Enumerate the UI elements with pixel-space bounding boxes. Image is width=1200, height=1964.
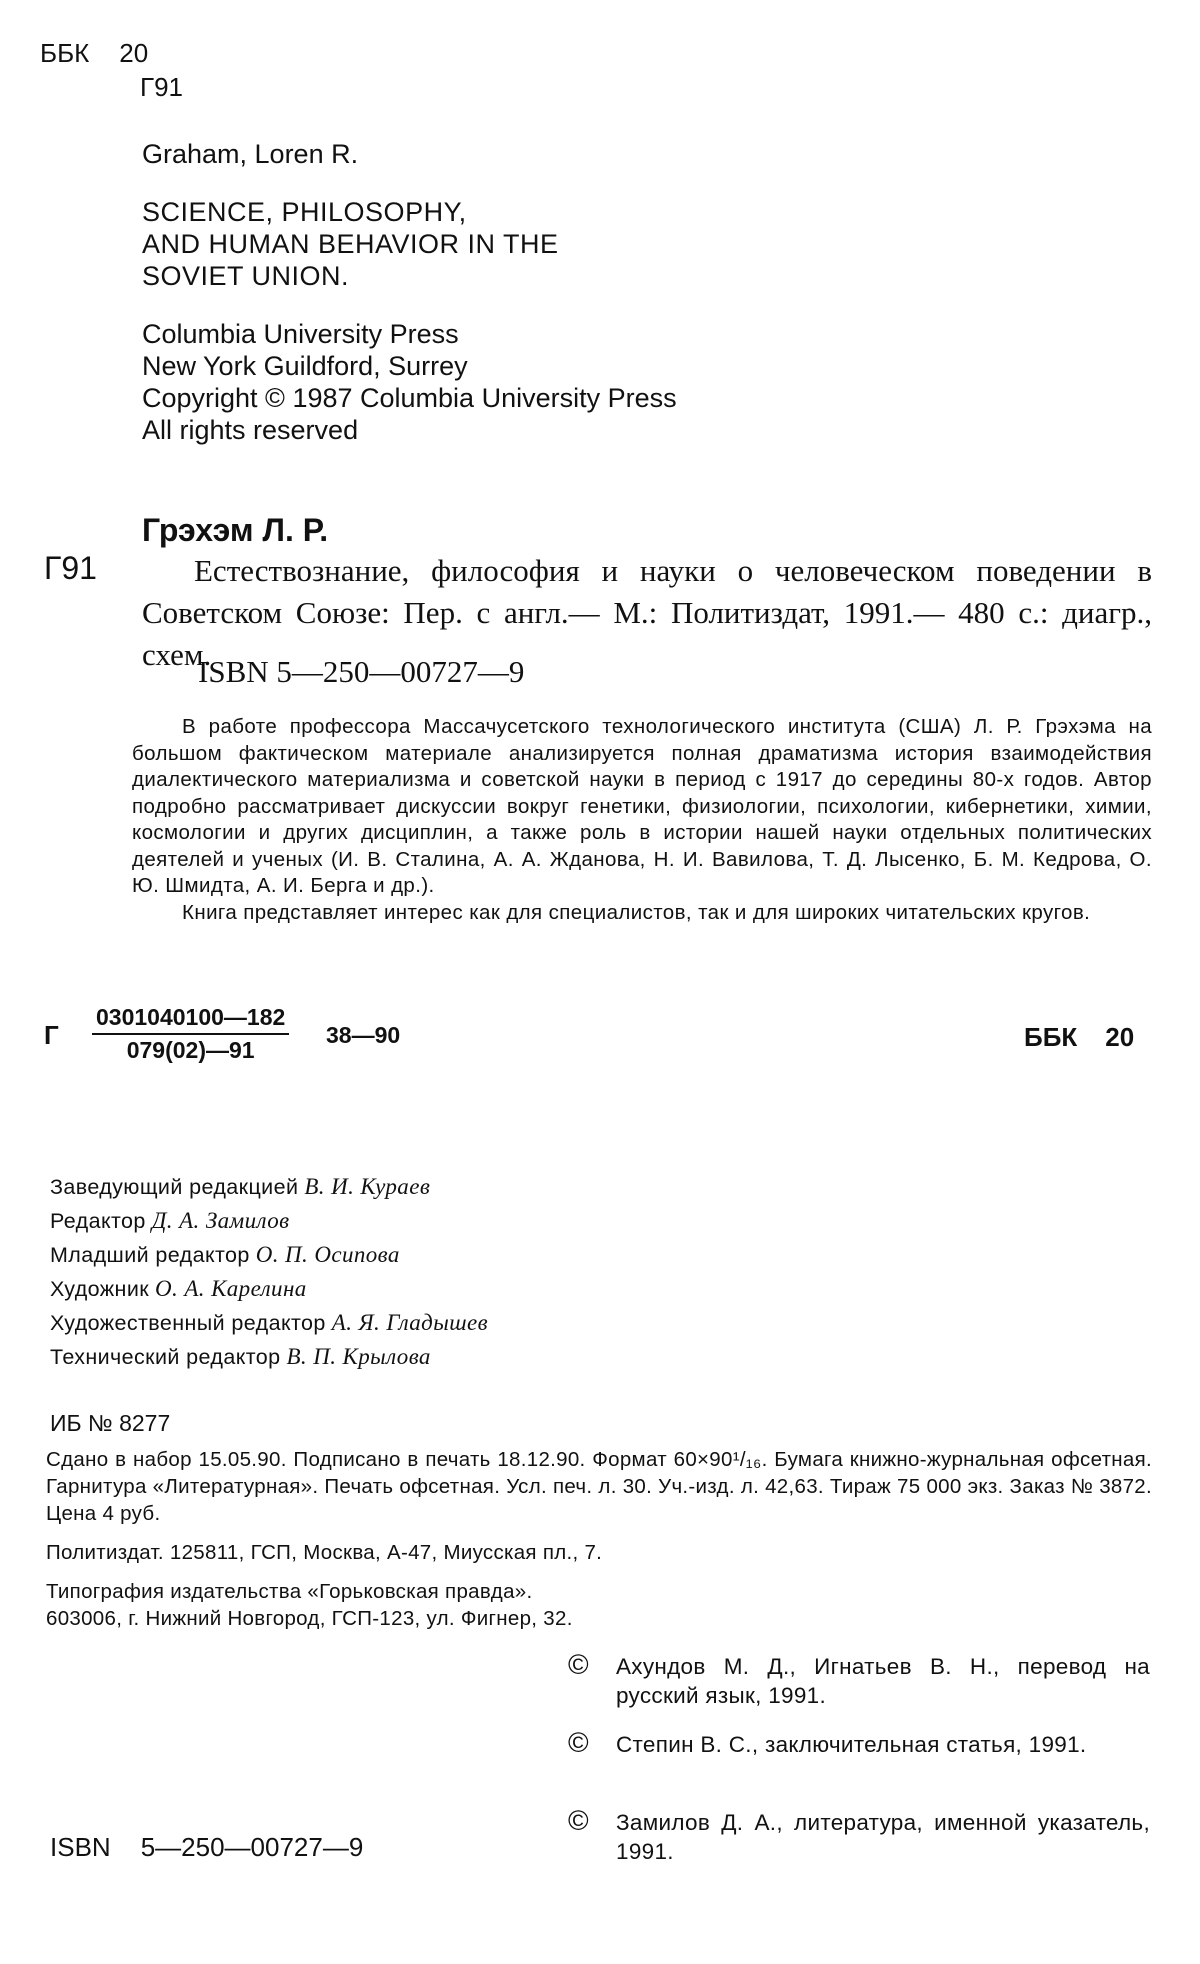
isbn-label: ISBN [50, 1832, 111, 1862]
copyright-text: Ахундов М. Д., Игнатьев В. Н., перевод на русский язык, 1991. [616, 1654, 1150, 1708]
copyright-icon: © [568, 1649, 589, 1680]
typography-address: 603006, г. Нижний Новгород, ГСП-123, ул. Фигнер, 32. [46, 1607, 573, 1630]
staff-name: В. И. Кураев [304, 1174, 431, 1199]
copyright-icon: © [568, 1805, 589, 1836]
abstract-paragraph: В работе профессора Массачусетского технологического института (США) Л. Р. Грэхэма на большом фактическом материале анализируется полная драматизма история взаимодействия диалектического материализма и советской науки в период с 1917 до середины 80-х годов. Автор подробно рассматривает дискуссии вокруг генетики, физиологии, психологии, кибернетики, химии, космологии и других дисциплин, а также роль в истории нашей науки отдельных политических деятелей и ученых (И. В. Сталина, А. А. Жданова, Н. И. Вавилова, Т. Д. Лысенко, Б. М. Кедрова, О. Ю. Шмидта, А. И. Берга и др.). [132, 715, 1152, 897]
staff-row [50, 1238, 488, 1272]
copyright-icon: © [568, 1727, 589, 1758]
russian-isbn: ISBN 5—250—00727—9 [198, 654, 525, 689]
staff-role: Технический редактор [50, 1345, 281, 1369]
fraction-numerator: 0301040100—182 [92, 1004, 289, 1035]
russian-author: Грэхэм Л. Р. [142, 512, 329, 548]
publisher-line: New York Guildford, Surrey [142, 351, 468, 381]
copyright-text: Замилов Д. А., литература, именной указатель, 1991. [616, 1810, 1150, 1864]
staff-name: В. П. Крылова [286, 1344, 431, 1369]
original-author: Graham, Loren R. [142, 139, 359, 169]
classification-fraction [92, 1004, 289, 1064]
original-title-line: SCIENCE, PHILOSOPHY, [142, 197, 467, 227]
staff-name: Д. А. Замилов [151, 1208, 290, 1233]
publisher-line: Columbia University Press [142, 319, 459, 349]
staff-role: Редактор [50, 1209, 146, 1233]
printing-specs: Сдано в набор 15.05.90. Подписано в печать 18.12.90. Формат 60×90¹/₁₆. Бумага книжно-журнальная офсетная. Гарнитура «Литературная». Печать офсетная. Усл. печ. л. 30. Уч.-изд. л. 42,63. Тираж 75 000 экз. Заказ № 3872. Цена 4 руб. [46, 1448, 1152, 1525]
classification-letter: Г [44, 1020, 59, 1050]
abstract-paragraph: Книга представляет интерес как для специалистов, так и для широких читательских кругов. [182, 900, 1091, 924]
ib-number: ИБ № 8277 [50, 1410, 171, 1436]
russian-title: Естествознание, философия и науки о человеческом поведении в Советском Союзе: Пер. с англ.— М.: Политиздат, 1991.— 480 с.: диагр., схем. [142, 553, 1152, 672]
publisher-address: Политиздат. 125811, ГСП, Москва, А-47, Миусская пл., 7. [46, 1541, 603, 1564]
copyright-notice [568, 1727, 1150, 1759]
original-title-line: SOVIET UNION. [142, 261, 350, 291]
original-title-line: AND HUMAN BEHAVIOR IN THE [142, 229, 559, 259]
staff-row [50, 1340, 488, 1374]
copyright-line: Copyright © 1987 Columbia University Press [142, 383, 677, 413]
bbk-right [1024, 1022, 1134, 1053]
staff-row [50, 1170, 488, 1204]
bbk-label: ББК [1024, 1022, 1078, 1052]
isbn-bottom [50, 1832, 363, 1863]
fraction-denominator: 079(02)—91 [126, 1037, 255, 1063]
staff-row [50, 1272, 488, 1306]
original-edition-block [142, 138, 677, 446]
bbk-value: 20 [1105, 1022, 1135, 1052]
isbn-value: 5—250—00727—9 [140, 1832, 364, 1862]
copyright-text: Степин В. С., заключительная статья, 1991. [616, 1732, 1087, 1757]
abstract [132, 714, 1152, 926]
copyright-notice [568, 1805, 1150, 1866]
staff-name: А. Я. Гладышев [331, 1310, 488, 1335]
bbk-label: ББК [40, 38, 90, 68]
staff-role: Художественный редактор [50, 1311, 326, 1335]
staff-name: О. А. Карелина [155, 1276, 307, 1301]
bbk-value: 20 [119, 38, 149, 68]
russian-author-code: Г91 [44, 550, 97, 586]
staff-role: Заведующий редакцией [50, 1175, 299, 1199]
staff-role: Младший редактор [50, 1243, 250, 1267]
staff-name: О. П. Осипова [255, 1242, 400, 1267]
classification-suffix: 38—90 [326, 1022, 401, 1048]
printing-details [46, 1446, 1152, 1644]
typography-name: Типография издательства «Горьковская правда». [46, 1580, 533, 1603]
staff-role: Художник [50, 1277, 150, 1301]
rights-line: All rights reserved [142, 415, 359, 445]
staff-row [50, 1306, 488, 1340]
staff-row [50, 1204, 488, 1238]
staff-list [50, 1170, 488, 1374]
copyright-notice [568, 1649, 1150, 1710]
author-code-top: Г91 [140, 72, 183, 102]
bbk-top [40, 38, 178, 69]
